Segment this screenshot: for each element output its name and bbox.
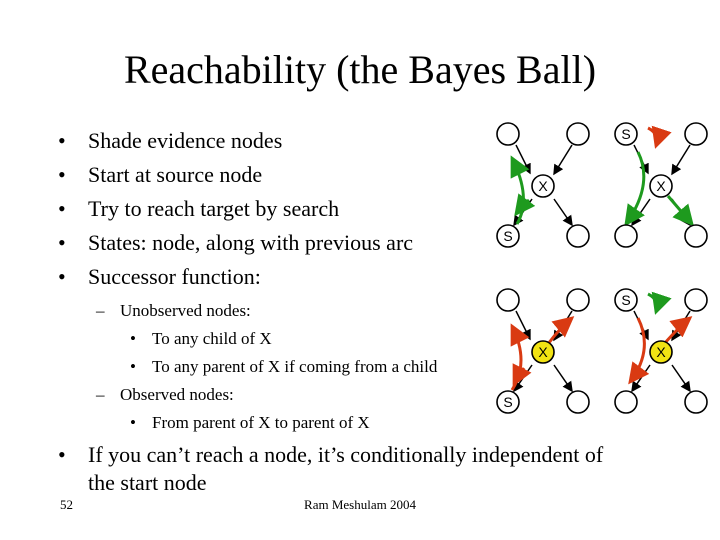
node <box>615 391 637 413</box>
svg-text:S: S <box>621 126 631 142</box>
node <box>567 289 589 311</box>
slide-number: 52 <box>60 497 73 512</box>
unobserved-item: • To any parent of X if coming from a child <box>130 353 437 381</box>
bullet-item: • Shade evidence nodes <box>58 124 413 158</box>
node-s <box>615 289 637 311</box>
svg-text:X: X <box>656 344 666 360</box>
svg-text:X: X <box>656 178 666 194</box>
svg-text:S: S <box>503 394 513 410</box>
svg-text:X: X <box>538 344 548 360</box>
node <box>685 391 707 413</box>
panel-top-left <box>497 123 589 247</box>
node-x-shaded <box>532 341 554 363</box>
footer-text: Ram Meshulam 2004 <box>304 497 416 512</box>
node-s <box>497 391 519 413</box>
svg-text:S: S <box>621 292 631 308</box>
bullet-item: • Start at source node <box>58 158 413 192</box>
node <box>567 225 589 247</box>
node-x <box>650 175 672 197</box>
node <box>685 123 707 145</box>
unobserved-item: • To any child of X <box>130 325 272 353</box>
node-x-shaded <box>650 341 672 363</box>
conclusion-bullet: • If you can’t reach a node, it’s conditionally independent of the start node <box>58 441 688 497</box>
panel-top-right <box>615 123 707 247</box>
bullet-list <box>58 124 413 294</box>
node <box>615 225 637 247</box>
node <box>497 289 519 311</box>
svg-text:S: S <box>503 228 513 244</box>
panel-bottom-left <box>497 289 589 413</box>
svg-text:X: X <box>538 178 548 194</box>
node-s <box>615 123 637 145</box>
node <box>567 123 589 145</box>
node-s <box>497 225 519 247</box>
node <box>567 391 589 413</box>
panel-bottom-right <box>615 289 707 413</box>
bullet-item: • Try to reach target by search <box>58 192 413 226</box>
slide-title: Reachability (the Bayes Ball) <box>123 47 597 92</box>
node <box>497 123 519 145</box>
node <box>685 225 707 247</box>
bayes-ball-diagram <box>484 114 716 426</box>
bullet-item: • States: node, along with previous arc <box>58 226 413 260</box>
observed-heading: – Observed nodes: <box>96 381 234 409</box>
node-x <box>532 175 554 197</box>
node <box>685 289 707 311</box>
observed-item: • From parent of X to parent of X <box>130 409 370 437</box>
bullet-item: • Successor function: <box>58 260 413 294</box>
unobserved-heading: – Unobserved nodes: <box>96 297 251 325</box>
